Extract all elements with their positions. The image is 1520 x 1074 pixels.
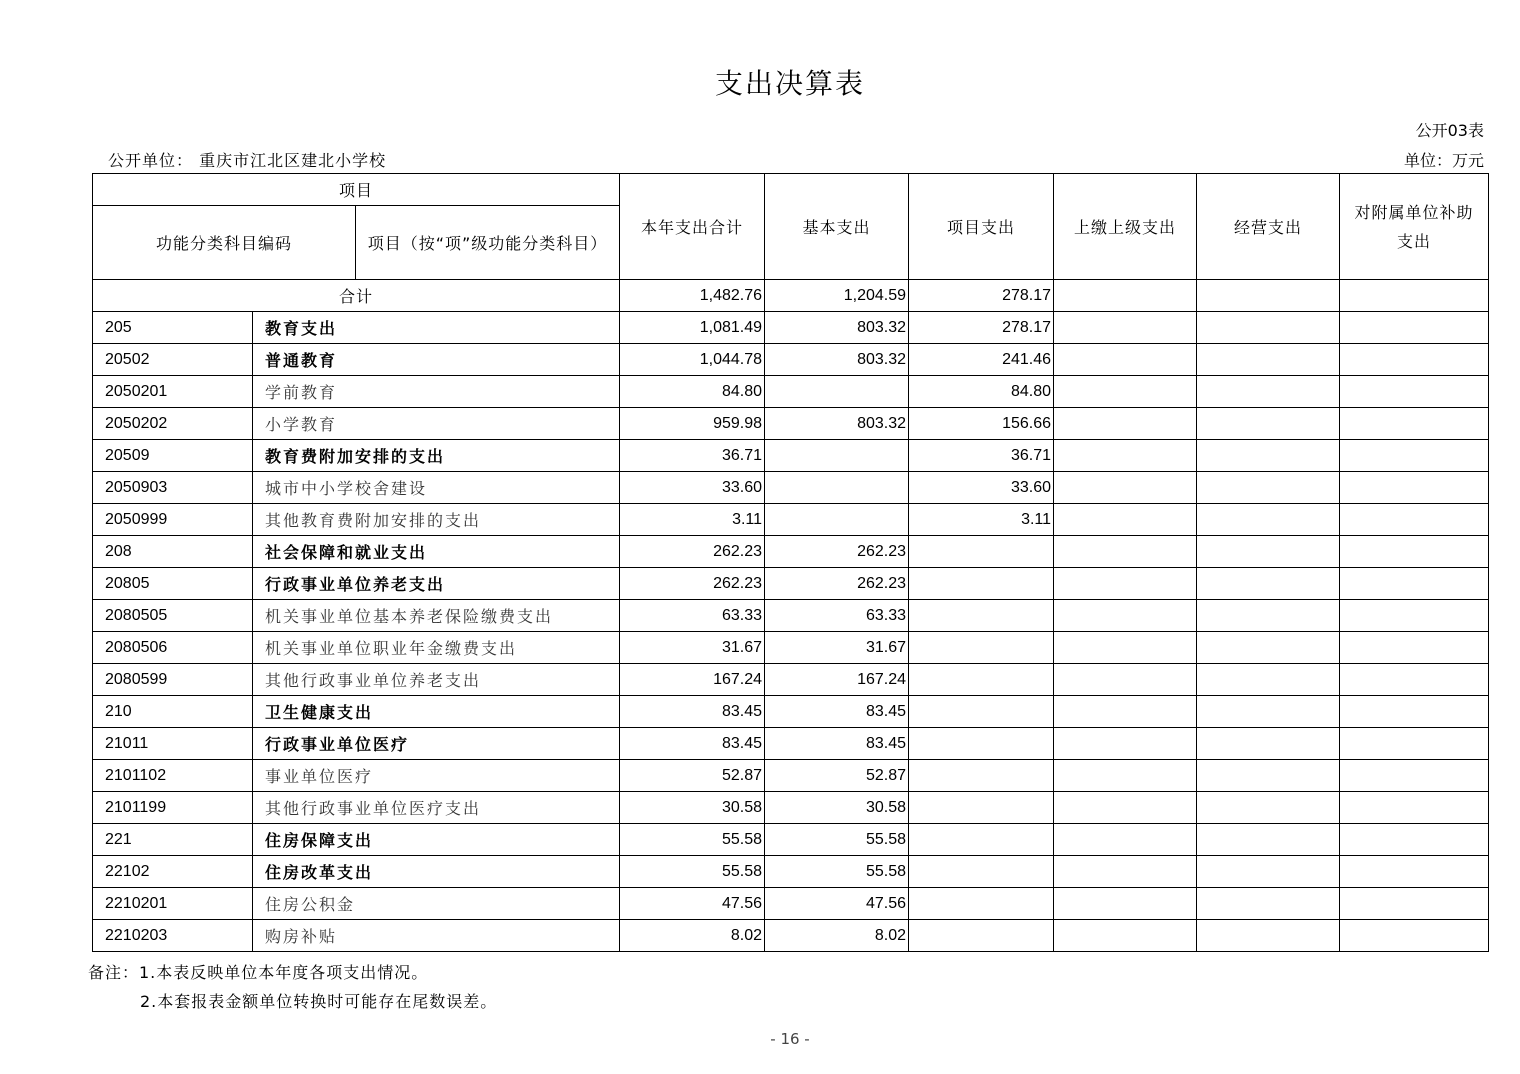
cell-code: 210: [93, 696, 253, 728]
header-upper: 上缴上级支出: [1054, 174, 1197, 280]
cell-subsidy: [1340, 568, 1489, 600]
money-unit: 单位：万元: [1403, 151, 1484, 170]
note-1: 备注：1.本表反映单位本年度各项支出情况。: [88, 963, 429, 982]
cell-basic: 803.32: [765, 408, 909, 440]
cell-name: 购房补贴: [253, 920, 620, 952]
cell-business: [1197, 504, 1340, 536]
cell-subsidy: [1340, 664, 1489, 696]
cell-total: 47.56: [620, 888, 765, 920]
cell-upper: [1054, 344, 1197, 376]
cell-subsidy: [1340, 824, 1489, 856]
cell-code: 2050201: [93, 376, 253, 408]
cell-proj-exp: [909, 920, 1054, 952]
notes: [88, 958, 497, 1016]
cell-basic: 63.33: [765, 600, 909, 632]
cell-business: [1197, 312, 1340, 344]
cell-upper: [1054, 824, 1197, 856]
cell-business: [1197, 376, 1340, 408]
cell-upper: [1054, 920, 1197, 952]
table-row: [93, 792, 1489, 824]
cell-name: 城市中小学校舍建设: [253, 472, 620, 504]
cell-upper: [1054, 536, 1197, 568]
cell-name: 学前教育: [253, 376, 620, 408]
form-number: 公开03表: [1415, 121, 1484, 140]
cell-total: 52.87: [620, 760, 765, 792]
cell-basic: 83.45: [765, 728, 909, 760]
table-row: [93, 408, 1489, 440]
cell-subsidy: [1340, 696, 1489, 728]
total-business: [1197, 280, 1340, 312]
header-total: 本年支出合计: [620, 174, 765, 280]
table-row: [93, 760, 1489, 792]
cell-total: 33.60: [620, 472, 765, 504]
cell-proj-exp: 84.80: [909, 376, 1054, 408]
cell-name: 事业单位医疗: [253, 760, 620, 792]
expenditure-table: [92, 173, 1489, 952]
cell-business: [1197, 600, 1340, 632]
cell-basic: [765, 376, 909, 408]
cell-code: 2101102: [93, 760, 253, 792]
cell-business: [1197, 888, 1340, 920]
cell-code: 2210203: [93, 920, 253, 952]
cell-subsidy: [1340, 792, 1489, 824]
cell-code: 2080599: [93, 664, 253, 696]
cell-business: [1197, 536, 1340, 568]
cell-proj-exp: [909, 536, 1054, 568]
cell-name: 机关事业单位基本养老保险缴费支出: [253, 600, 620, 632]
cell-total: 55.58: [620, 824, 765, 856]
cell-name: 住房改革支出: [253, 856, 620, 888]
cell-proj-exp: [909, 568, 1054, 600]
cell-name: 卫生健康支出: [253, 696, 620, 728]
cell-basic: 167.24: [765, 664, 909, 696]
cell-proj-exp: 33.60: [909, 472, 1054, 504]
cell-business: [1197, 760, 1340, 792]
table-row: [93, 600, 1489, 632]
cell-total: 55.58: [620, 856, 765, 888]
cell-upper: [1054, 856, 1197, 888]
cell-code: 20502: [93, 344, 253, 376]
cell-subsidy: [1340, 376, 1489, 408]
total-basic: 1,204.59: [765, 280, 909, 312]
cell-total: 167.24: [620, 664, 765, 696]
cell-name: 教育费附加安排的支出: [253, 440, 620, 472]
table-row: [93, 696, 1489, 728]
cell-total: 1,044.78: [620, 344, 765, 376]
cell-upper: [1054, 440, 1197, 472]
cell-code: 208: [93, 536, 253, 568]
cell-name: 教育支出: [253, 312, 620, 344]
cell-basic: 803.32: [765, 312, 909, 344]
cell-business: [1197, 856, 1340, 888]
cell-subsidy: [1340, 504, 1489, 536]
cell-basic: 31.67: [765, 632, 909, 664]
cell-total: 31.67: [620, 632, 765, 664]
cell-proj-exp: [909, 632, 1054, 664]
cell-name: 其他行政事业单位养老支出: [253, 664, 620, 696]
cell-upper: [1054, 472, 1197, 504]
cell-basic: 55.58: [765, 824, 909, 856]
cell-business: [1197, 696, 1340, 728]
cell-subsidy: [1340, 472, 1489, 504]
table-row: [93, 856, 1489, 888]
cell-name: 小学教育: [253, 408, 620, 440]
header-basic: 基本支出: [765, 174, 909, 280]
table-row: [93, 504, 1489, 536]
cell-total: 83.45: [620, 728, 765, 760]
cell-subsidy: [1340, 600, 1489, 632]
cell-proj-exp: [909, 760, 1054, 792]
cell-total: 83.45: [620, 696, 765, 728]
total-label: 合计: [93, 280, 620, 312]
cell-proj-exp: 3.11: [909, 504, 1054, 536]
cell-upper: [1054, 888, 1197, 920]
cell-proj-exp: [909, 792, 1054, 824]
cell-subsidy: [1340, 728, 1489, 760]
cell-upper: [1054, 568, 1197, 600]
cell-code: 20805: [93, 568, 253, 600]
cell-subsidy: [1340, 408, 1489, 440]
table-row: [93, 376, 1489, 408]
cell-code: 22102: [93, 856, 253, 888]
cell-name: 机关事业单位职业年金缴费支出: [253, 632, 620, 664]
cell-basic: 262.23: [765, 568, 909, 600]
cell-subsidy: [1340, 920, 1489, 952]
cell-code: 2210201: [93, 888, 253, 920]
table-row: [93, 440, 1489, 472]
total-upper: [1054, 280, 1197, 312]
cell-name: 其他行政事业单位医疗支出: [253, 792, 620, 824]
cell-name: 其他教育费附加安排的支出: [253, 504, 620, 536]
reporting-unit: 公开单位： 重庆市江北区建北小学校: [108, 151, 387, 170]
table-row: [93, 632, 1489, 664]
cell-subsidy: [1340, 440, 1489, 472]
data-rows: [93, 312, 1489, 952]
page-number: - 16 -: [770, 1030, 810, 1048]
cell-proj-exp: 241.46: [909, 344, 1054, 376]
header-project: 项目: [93, 174, 620, 206]
cell-name: 普通教育: [253, 344, 620, 376]
cell-business: [1197, 920, 1340, 952]
cell-total: 8.02: [620, 920, 765, 952]
cell-name: 住房公积金: [253, 888, 620, 920]
header-code: 功能分类科目编码: [93, 206, 356, 280]
cell-code: 2050903: [93, 472, 253, 504]
cell-code: 2050202: [93, 408, 253, 440]
cell-total: 36.71: [620, 440, 765, 472]
cell-basic: 83.45: [765, 696, 909, 728]
cell-code: 21011: [93, 728, 253, 760]
cell-code: 221: [93, 824, 253, 856]
cell-subsidy: [1340, 312, 1489, 344]
cell-basic: 47.56: [765, 888, 909, 920]
cell-upper: [1054, 760, 1197, 792]
cell-basic: 30.58: [765, 792, 909, 824]
cell-total: 3.11: [620, 504, 765, 536]
cell-upper: [1054, 376, 1197, 408]
cell-upper: [1054, 632, 1197, 664]
cell-proj-exp: [909, 824, 1054, 856]
cell-total: 262.23: [620, 536, 765, 568]
table-row: [93, 536, 1489, 568]
table-row: [93, 664, 1489, 696]
header-project-expense: 项目支出: [909, 174, 1054, 280]
table-row: [93, 312, 1489, 344]
cell-upper: [1054, 312, 1197, 344]
header-subsidy: 对附属单位补助支出: [1340, 174, 1489, 280]
table-row: [93, 920, 1489, 952]
cell-basic: 803.32: [765, 344, 909, 376]
cell-basic: 8.02: [765, 920, 909, 952]
cell-code: 2080506: [93, 632, 253, 664]
page-title: 支出决算表: [714, 67, 865, 100]
cell-name: 行政事业单位医疗: [253, 728, 620, 760]
cell-basic: [765, 472, 909, 504]
cell-subsidy: [1340, 344, 1489, 376]
header-name: 项目（按“项”级功能分类科目）: [356, 206, 620, 280]
cell-business: [1197, 728, 1340, 760]
cell-basic: 52.87: [765, 760, 909, 792]
table-row: [93, 568, 1489, 600]
cell-upper: [1054, 664, 1197, 696]
table-row: [93, 472, 1489, 504]
cell-basic: [765, 504, 909, 536]
cell-proj-exp: 278.17: [909, 312, 1054, 344]
cell-business: [1197, 824, 1340, 856]
cell-upper: [1054, 696, 1197, 728]
table-row: [93, 888, 1489, 920]
cell-business: [1197, 440, 1340, 472]
cell-proj-exp: [909, 696, 1054, 728]
cell-subsidy: [1340, 536, 1489, 568]
total-subsidy: [1340, 280, 1489, 312]
cell-proj-exp: [909, 888, 1054, 920]
note-2: 2.本套报表金额单位转换时可能存在尾数误差。: [140, 992, 498, 1011]
cell-subsidy: [1340, 760, 1489, 792]
total-project-expense: 278.17: [909, 280, 1054, 312]
cell-subsidy: [1340, 856, 1489, 888]
cell-business: [1197, 472, 1340, 504]
cell-business: [1197, 632, 1340, 664]
cell-upper: [1054, 600, 1197, 632]
cell-business: [1197, 344, 1340, 376]
cell-basic: 262.23: [765, 536, 909, 568]
cell-total: 84.80: [620, 376, 765, 408]
cell-name: 社会保障和就业支出: [253, 536, 620, 568]
cell-total: 30.58: [620, 792, 765, 824]
cell-code: 205: [93, 312, 253, 344]
cell-proj-exp: [909, 664, 1054, 696]
cell-basic: 55.58: [765, 856, 909, 888]
cell-code: 20509: [93, 440, 253, 472]
cell-total: 1,081.49: [620, 312, 765, 344]
total-total: 1,482.76: [620, 280, 765, 312]
cell-business: [1197, 664, 1340, 696]
cell-proj-exp: 36.71: [909, 440, 1054, 472]
cell-proj-exp: 156.66: [909, 408, 1054, 440]
cell-total: 262.23: [620, 568, 765, 600]
table-row: [93, 824, 1489, 856]
cell-proj-exp: [909, 728, 1054, 760]
cell-subsidy: [1340, 632, 1489, 664]
cell-name: 行政事业单位养老支出: [253, 568, 620, 600]
cell-proj-exp: [909, 600, 1054, 632]
cell-code: 2050999: [93, 504, 253, 536]
cell-upper: [1054, 792, 1197, 824]
cell-upper: [1054, 504, 1197, 536]
cell-subsidy: [1340, 888, 1489, 920]
table-row: [93, 728, 1489, 760]
table-row: [93, 344, 1489, 376]
cell-proj-exp: [909, 856, 1054, 888]
cell-total: 63.33: [620, 600, 765, 632]
cell-total: 959.98: [620, 408, 765, 440]
cell-business: [1197, 408, 1340, 440]
cell-code: 2080505: [93, 600, 253, 632]
cell-business: [1197, 568, 1340, 600]
cell-basic: [765, 440, 909, 472]
cell-upper: [1054, 408, 1197, 440]
cell-name: 住房保障支出: [253, 824, 620, 856]
cell-code: 2101199: [93, 792, 253, 824]
cell-business: [1197, 792, 1340, 824]
cell-upper: [1054, 728, 1197, 760]
header-business: 经营支出: [1197, 174, 1340, 280]
